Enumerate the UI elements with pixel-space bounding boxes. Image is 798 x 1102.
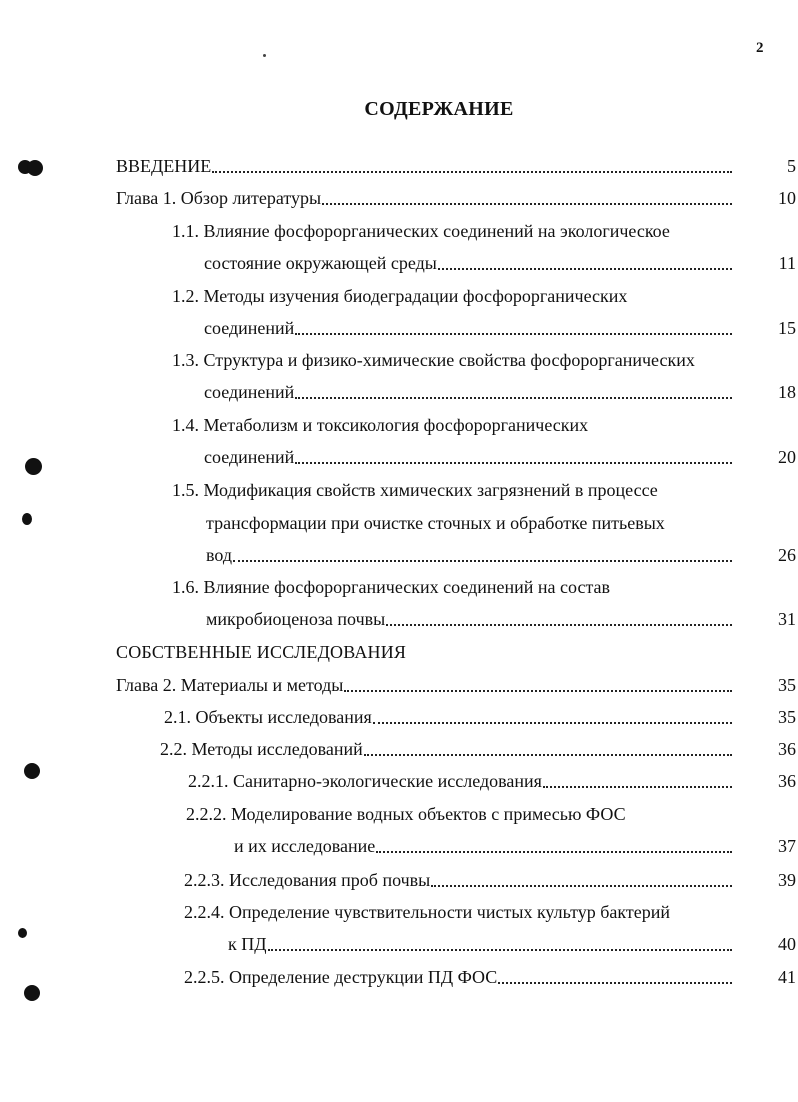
- toc-entry-2-2-3: 2.2.3. Исследования проб почвы 39: [184, 870, 796, 890]
- toc-entry-introduction: ВВЕДЕНИЕ 5: [116, 156, 796, 176]
- toc-entry-1-5-line-1: 1.5. Модификация свойств химических загрязнений в процессе: [172, 480, 658, 500]
- toc-entry-1-6-line-2: микробиоценоза почвы 31: [206, 609, 796, 629]
- toc-entry-1-2-line-2: соединений 15: [204, 318, 796, 338]
- toc-entry-1-2-line-1: 1.2. Методы изучения биодеградации фосфорорганических: [172, 286, 628, 306]
- toc-entry-1-6-line-1: 1.6. Влияние фосфорорганических соединений на состав: [172, 577, 611, 597]
- punch-hole-7: [24, 985, 40, 1001]
- toc-entry-chapter-1: Глава 1. Обзор литературы 10: [116, 188, 796, 208]
- toc-entry-chapter-2: Глава 2. Материалы и методы 35: [116, 675, 796, 695]
- toc-entry-1-1-line-2: состояние окружающей среды 11: [204, 253, 796, 273]
- toc-entry-1-1-line-1: 1.1. Влияние фосфорорганических соединений на экологическое: [172, 221, 670, 241]
- toc-section-own-research: СОБСТВЕННЫЕ ИССЛЕДОВАНИЯ: [116, 642, 407, 662]
- toc-entry-2-1: 2.1. Объекты исследования 35: [164, 707, 796, 727]
- toc-entry-1-5-line-2: трансформации при очистке сточных и обработке питьевых: [206, 513, 665, 533]
- punch-hole-4: [22, 513, 32, 525]
- punch-hole-3: [25, 458, 42, 475]
- punch-hole-5: [24, 763, 40, 779]
- toc-entry-2-2-1: 2.2.1. Санитарно-экологические исследования 36: [188, 771, 796, 791]
- toc-entry-1-3-line-1: 1.3. Структура и физико-химические свойства фосфорорганических: [172, 350, 695, 370]
- page-number: 2: [756, 40, 764, 56]
- toc-title: СОДЕРЖАНИЕ: [364, 98, 514, 120]
- toc-entry-1-5-line-3: вод 26: [206, 545, 796, 565]
- toc-entry-2-2-4-line-2: к ПД 40: [228, 934, 796, 954]
- toc-entry-1-4-line-1: 1.4. Метаболизм и токсикология фосфорорганических: [172, 415, 589, 435]
- toc-entry-1-3-line-2: соединений 18: [204, 382, 796, 402]
- scan-speck: [263, 54, 266, 57]
- toc-entry-1-4-line-2: соединений 20: [204, 447, 796, 467]
- toc-entry-2-2: 2.2. Методы исследований 36: [160, 739, 796, 759]
- toc-entry-2-2-5: 2.2.5. Определение деструкции ПД ФОС 41: [184, 967, 796, 987]
- toc-entry-2-2-2-line-1: 2.2.2. Моделирование водных объектов с примесью ФОС: [186, 804, 626, 824]
- toc-entry-2-2-4-line-1: 2.2.4. Определение чувствительности чистых культур бактерий: [184, 902, 671, 922]
- punch-hole-6: [18, 928, 27, 938]
- punch-hole-2: [27, 160, 43, 176]
- toc-entry-2-2-2-line-2: и их исследование 37: [234, 836, 796, 856]
